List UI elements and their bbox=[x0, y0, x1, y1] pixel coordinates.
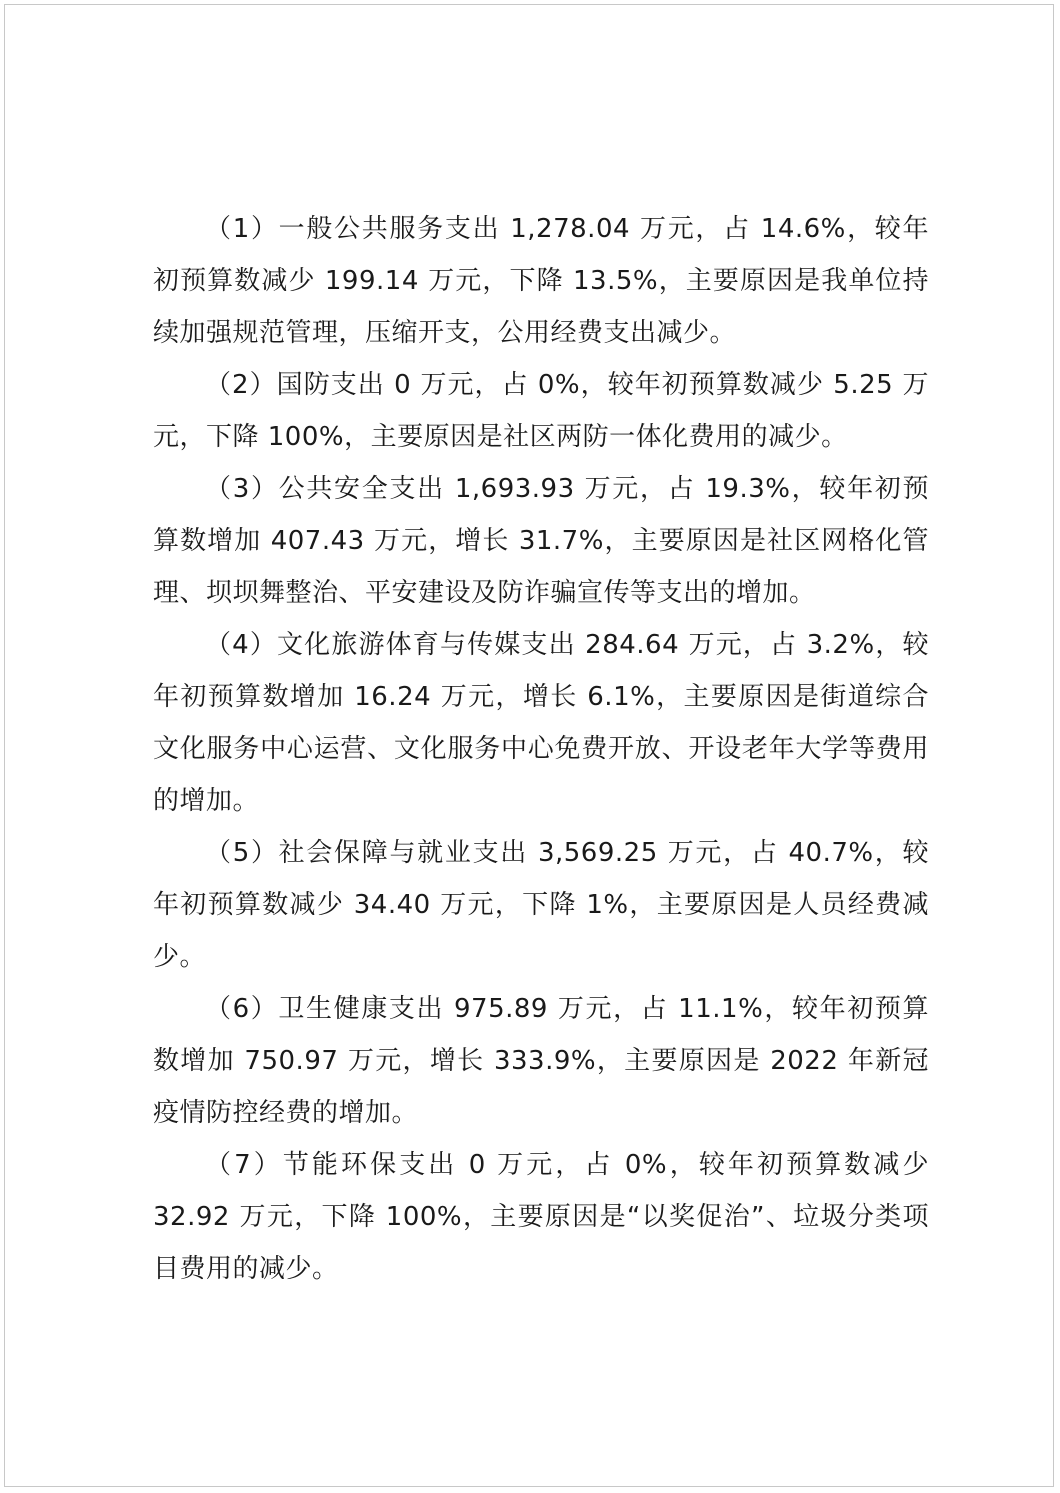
paragraph-health: （6）卫生健康支出 975.89 万元，占 11.1%，较年初预算数增加 750.97 万元，增长 333.9%，主要原因是 2022 年新冠疫情防控经费的增加。 bbox=[153, 994, 929, 1128]
paragraph-culture-tourism-sports-media: （4）文化旅游体育与传媒支出 284.64 万元，占 3.2%，较年初预算数增加 16.24 万元，增长 6.1%，主要原因是街道综合文化服务中心运营、文化服务中心免费开放、开设老年大学等费用的增加。 bbox=[153, 630, 929, 816]
paragraph-energy-environment: （7）节能环保支出 0 万元，占 0%，较年初预算数减少 32.92 万元，下降 100%，主要原因是“以奖促治”、垃圾分类项目费用的减少。 bbox=[153, 1150, 929, 1284]
paragraph-general-public-services: （1）一般公共服务支出 1,278.04 万元，占 14.6%，较年初预算数减少 199.14 万元，下降 13.5%，主要原因是我单位持续加强规范管理，压缩开支，公用经费支出减少。 bbox=[153, 214, 929, 348]
document-body bbox=[153, 203, 929, 1295]
document-page bbox=[4, 4, 1054, 1487]
paragraph-public-safety: （3）公共安全支出 1,693.93 万元，占 19.3%，较年初预算数增加 407.43 万元，增长 31.7%，主要原因是社区网格化管理、坝坝舞整治、平安建设及防诈骗宣传等支出的增加。 bbox=[153, 474, 929, 608]
paragraph-national-defense: （2）国防支出 0 万元，占 0%，较年初预算数减少 5.25 万元，下降 100%，主要原因是社区两防一体化费用的减少。 bbox=[153, 370, 929, 452]
paragraph-social-security-employment: （5）社会保障与就业支出 3,569.25 万元，占 40.7%，较年初预算数减少 34.40 万元，下降 1%，主要原因是人员经费减少。 bbox=[153, 838, 929, 972]
